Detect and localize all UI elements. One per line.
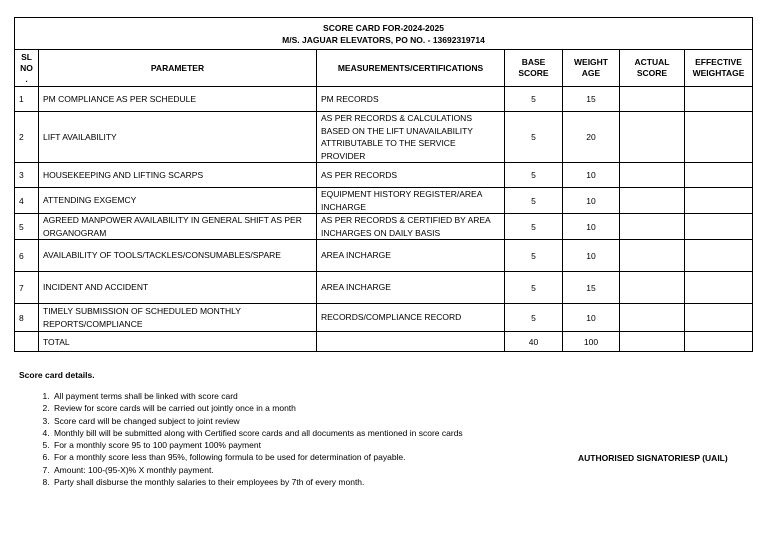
col-sl-no: SL NO . bbox=[15, 50, 39, 87]
cell-measurement: PM RECORDS bbox=[317, 87, 505, 112]
list-item: 3. Score card will be changed subject to joint review bbox=[52, 415, 592, 427]
list-item: 7. Amount: 100-(95-X)% X monthly payment. bbox=[52, 464, 592, 476]
cell-base: 5 bbox=[505, 304, 563, 332]
cell-actual bbox=[620, 240, 685, 272]
cell-actual bbox=[620, 112, 685, 163]
cell-weight: 20 bbox=[563, 112, 620, 163]
table-row bbox=[15, 304, 753, 332]
cell-measurement: AREA INCHARGE bbox=[317, 240, 505, 272]
cell-sl: 5 bbox=[15, 214, 39, 240]
details-list bbox=[20, 390, 592, 488]
cell-measurement: AREA INCHARGE bbox=[317, 272, 505, 304]
cell-sl: 4 bbox=[15, 188, 39, 214]
cell-effective bbox=[685, 214, 753, 240]
cell-sl: 6 bbox=[15, 240, 39, 272]
col-measurements: MEASUREMENTS/CERTIFICATIONS bbox=[317, 50, 505, 87]
list-item: 4. Monthly bill will be submitted along with Certified score cards and all documents as mentioned in score cards bbox=[52, 427, 592, 439]
list-item: 1. All payment terms shall be linked with score card bbox=[52, 390, 592, 402]
cell-parameter: AGREED MANPOWER AVAILABILITY IN GENERAL SHIFT AS PER ORGANOGRAM bbox=[39, 214, 317, 240]
cell-base: 5 bbox=[505, 188, 563, 214]
cell-sl: 1 bbox=[15, 87, 39, 112]
cell-parameter: LIFT AVAILABILITY bbox=[39, 112, 317, 163]
table-title bbox=[15, 18, 753, 50]
cell-sl: 3 bbox=[15, 163, 39, 188]
cell-base: 5 bbox=[505, 163, 563, 188]
cell-measurement: RECORDS/COMPLIANCE RECORD bbox=[317, 304, 505, 332]
cell-parameter: PM COMPLIANCE AS PER SCHEDULE bbox=[39, 87, 317, 112]
cell-sl: 8 bbox=[15, 304, 39, 332]
title-line-1: SCORE CARD FOR-2024-2025 bbox=[323, 22, 444, 33]
score-card-table bbox=[14, 17, 753, 352]
cell-effective bbox=[685, 188, 753, 214]
cell-effective bbox=[685, 272, 753, 304]
title-line-2: M/S. JAGUAR ELEVATORS, PO NO. - 13692319714 bbox=[282, 34, 485, 45]
cell-actual bbox=[620, 304, 685, 332]
table-row bbox=[15, 272, 753, 304]
col-actual-score: ACTUAL SCORE bbox=[620, 50, 685, 87]
cell-effective bbox=[685, 332, 753, 352]
cell-measurement: AS PER RECORDS & CERTIFIED BY AREA INCHARGES ON DAILY BASIS bbox=[317, 214, 505, 240]
list-item: 2. Review for score cards will be carried out jointly once in a month bbox=[52, 402, 592, 414]
cell-actual bbox=[620, 214, 685, 240]
cell-measurement: AS PER RECORDS bbox=[317, 163, 505, 188]
table-row bbox=[15, 240, 753, 272]
table-row bbox=[15, 214, 753, 240]
cell-parameter: INCIDENT AND ACCIDENT bbox=[39, 272, 317, 304]
cell-actual bbox=[620, 188, 685, 214]
cell-base: 5 bbox=[505, 240, 563, 272]
cell-actual bbox=[620, 272, 685, 304]
cell-sl bbox=[15, 332, 39, 352]
cell-effective bbox=[685, 304, 753, 332]
table-row bbox=[15, 163, 753, 188]
list-item: 8. Party shall disburse the monthly salaries to their employees by 7th of every month. bbox=[52, 476, 592, 488]
cell-base: 5 bbox=[505, 214, 563, 240]
cell-actual bbox=[620, 163, 685, 188]
cell-measurement: EQUIPMENT HISTORY REGISTER/AREA INCHARGE bbox=[317, 188, 505, 214]
authorised-signatory: AUTHORISED SIGNATORIESP (UAIL) bbox=[578, 453, 728, 463]
table-row bbox=[15, 112, 753, 163]
cell-weight: 10 bbox=[563, 304, 620, 332]
col-base-score: BASE SCORE bbox=[505, 50, 563, 87]
cell-weight: 10 bbox=[563, 214, 620, 240]
column-header-row bbox=[15, 50, 753, 87]
col-weight-age: WEIGHT AGE bbox=[563, 50, 620, 87]
cell-base: 5 bbox=[505, 87, 563, 112]
col-parameter: PARAMETER bbox=[39, 50, 317, 87]
cell-actual bbox=[620, 332, 685, 352]
cell-parameter: TIMELY SUBMISSION OF SCHEDULED MONTHLY REPORTS/COMPLIANCE bbox=[39, 304, 317, 332]
list-item: 6. For a monthly score less than 95%, following formula to be used for determination of payable. bbox=[52, 451, 592, 463]
total-label: TOTAL bbox=[39, 332, 317, 352]
cell-actual bbox=[620, 87, 685, 112]
cell-effective bbox=[685, 112, 753, 163]
table-row bbox=[15, 87, 753, 112]
cell-weight: 15 bbox=[563, 272, 620, 304]
cell-sl: 2 bbox=[15, 112, 39, 163]
cell-sl: 7 bbox=[15, 272, 39, 304]
cell-parameter: AVAILABILITY OF TOOLS/TACKLES/CONSUMABLES/SPARE bbox=[39, 240, 317, 272]
cell-effective bbox=[685, 163, 753, 188]
total-base: 40 bbox=[505, 332, 563, 352]
table-row bbox=[15, 188, 753, 214]
cell-measurement: AS PER RECORDS & CALCULATIONS BASED ON THE LIFT UNAVAILABILITY ATTRIBUTABLE TO THE SERVICE PROVIDER bbox=[317, 112, 505, 163]
cell-effective bbox=[685, 87, 753, 112]
cell-weight: 10 bbox=[563, 163, 620, 188]
cell-base: 5 bbox=[505, 112, 563, 163]
cell-weight: 10 bbox=[563, 188, 620, 214]
cell-weight: 10 bbox=[563, 240, 620, 272]
cell-measurement bbox=[317, 332, 505, 352]
cell-parameter: HOUSEKEEPING AND LIFTING SCARPS bbox=[39, 163, 317, 188]
total-row bbox=[15, 332, 753, 352]
cell-weight: 15 bbox=[563, 87, 620, 112]
details-heading: Score card details. bbox=[19, 370, 95, 380]
col-effective-weightage: EFFECTIVE WEIGHTAGE bbox=[685, 50, 753, 87]
cell-base: 5 bbox=[505, 272, 563, 304]
cell-effective bbox=[685, 240, 753, 272]
cell-parameter: ATTENDING EXGEMCY bbox=[39, 188, 317, 214]
total-weight: 100 bbox=[563, 332, 620, 352]
list-item: 5. For a monthly score 95 to 100 payment 100% payment bbox=[52, 439, 592, 451]
